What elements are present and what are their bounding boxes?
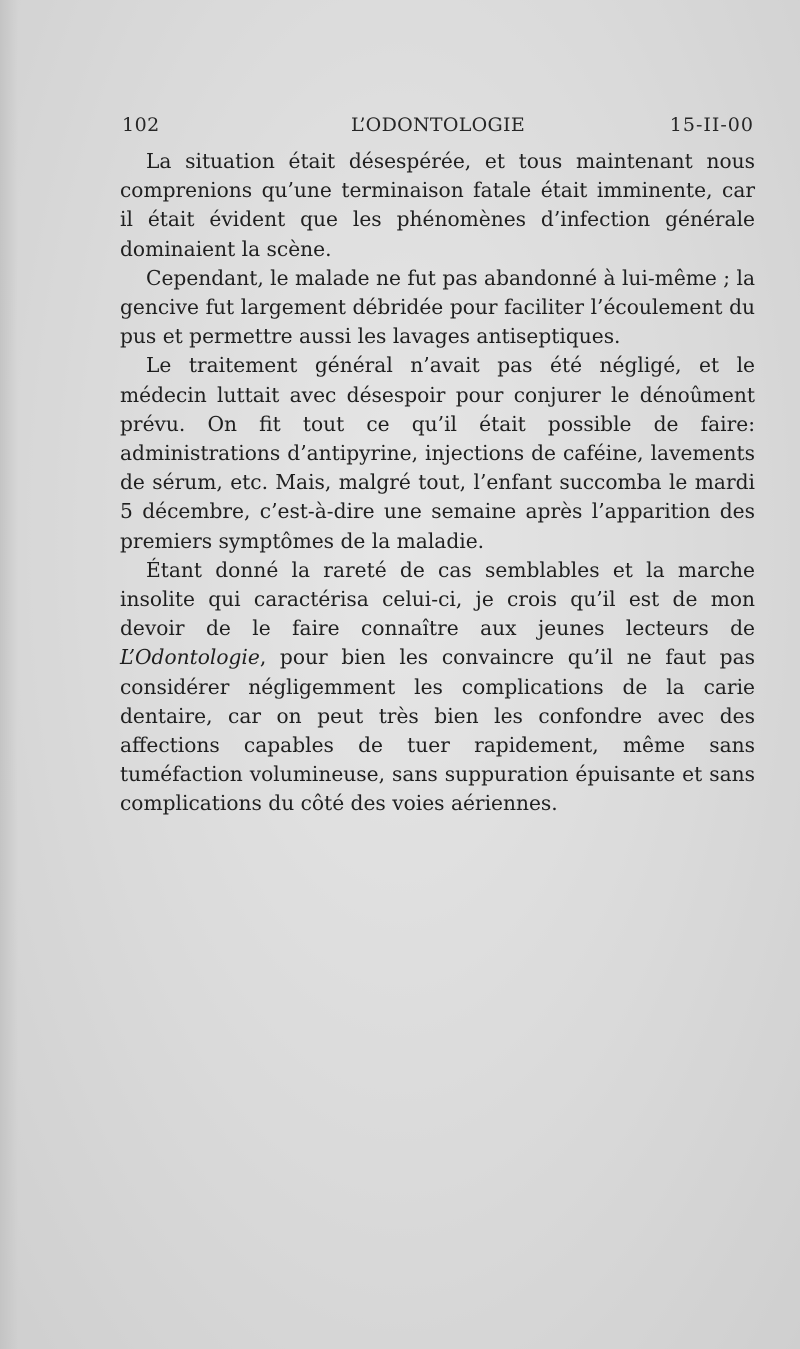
paragraph-4	[120, 556, 755, 819]
paragraph-3: Le traitement général n’avait pas été négligé, et le médecin luttait avec désespoir pour conjurer le dénoûment prévu. On fit tout ce qu’il était possible de faire: administrations d’antipyrine, injections de caféine, lavements de sérum, etc. Mais, malgré tout, l’enfant succomba le mardi 5 décembre, c’est-à-dire une semaine après l’apparition des premiers symptômes de la maladie.	[120, 353, 755, 553]
running-header	[122, 114, 754, 142]
paragraph-1: La situation était désespérée, et tous maintenant nous comprenions qu’une terminaison fatale était imminente, car il était évident que les phénomènes d’infection générale dominaient la scène.	[120, 149, 755, 261]
page-edge-shadow	[0, 0, 18, 1349]
article-body	[120, 147, 755, 819]
issue-date: 15-II-00	[669, 114, 754, 136]
journal-name-italic: L’Odontologie	[120, 645, 260, 670]
paragraph-4-text-after: , pour bien les convaincre qu’il ne faut pas considérer négligemment les complications de la carie dentaire, car on peut très bien les confondre avec des affections capables de tuer rapidement, même sans tuméfaction volumineuse, sans suppuration épuisante et sans complications du côté des voies aériennes.	[120, 645, 755, 816]
paragraph-2: Cependant, le malade ne fut pas abandonné à lui-même ; la gencive fut largement débridée pour faciliter l’écoulement du pus et permettre aussi les lavages antiseptiques.	[120, 265, 755, 349]
journal-title: L’ODONTOLOGIE	[350, 114, 525, 136]
page-number: 102	[122, 114, 160, 136]
paragraph-4-text-before: Étant donné la rareté de cas semblables et la marche insolite qui caractérisa celui-ci, je crois qu’il est de mon devoir de le faire connaître aux jeunes lecteurs de	[120, 557, 755, 641]
